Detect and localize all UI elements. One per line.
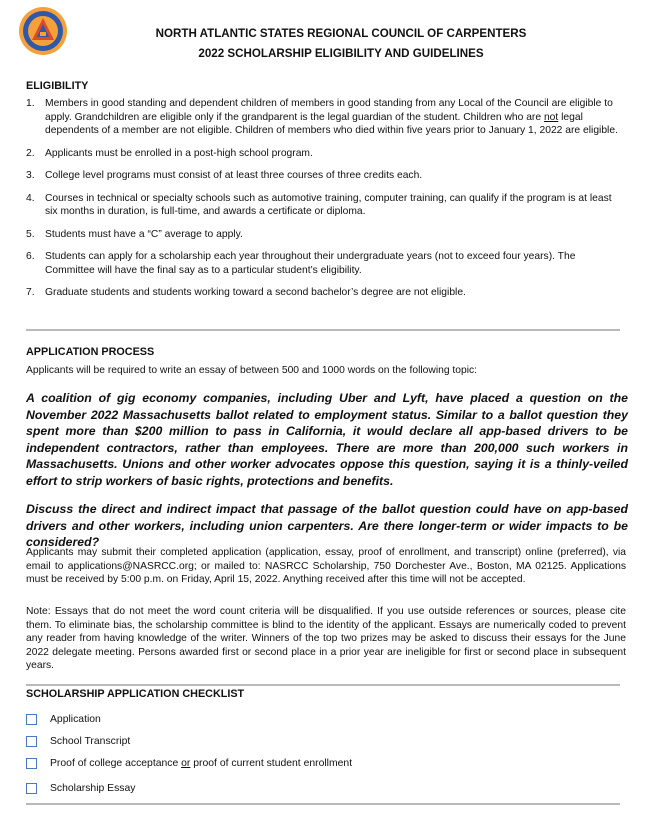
checkbox[interactable] — [26, 783, 37, 794]
checklist-item[interactable] — [26, 783, 135, 794]
application-intro: Applicants will be required to write an essay of between 500 and 1000 words on the following topic: — [26, 365, 478, 376]
checkbox[interactable] — [26, 758, 37, 769]
item-text: Graduate students and students working toward a second bachelor’s degree are not eligible. — [45, 287, 466, 298]
section-divider — [26, 329, 620, 331]
underlined-word: not — [543, 111, 559, 123]
note-paragraph: Note: Essays that do not meet the word count criteria will be disqualified. If you use outside references or sources, please cite them. To eliminate bias, the scholarship committee is blind to the identity of the applicant. Essays are numerically coded to prevent any reader from having knowledge of the writer. Winners of the top two prizes may be asked to discuss their essays for the June 2022 delegate meeting. Persons awarded first or second place in a prior year are ineligible for first or second place in subsequent years. — [26, 606, 626, 671]
checklist-label: Scholarship Essay — [50, 783, 136, 794]
list-item — [26, 97, 626, 138]
item-text: Students must have a “C” average to apply. — [45, 228, 243, 240]
item-number: 2. — [26, 147, 35, 159]
item-text: Students can apply for a scholarship each year throughout their undergraduate years (not to exceed four years). The Committee will have the final say as to a particular student’s eligibility. — [45, 251, 576, 276]
item-number: 5. — [26, 228, 35, 240]
eligibility-heading: ELIGIBILITY — [26, 80, 89, 92]
item-number: 7. — [26, 287, 35, 298]
application-heading: APPLICATION PROCESS — [26, 346, 155, 358]
checklist-label-part: proof of current student enrollment — [190, 758, 353, 769]
list-item — [26, 192, 626, 219]
checklist-label: School Transcript — [50, 736, 131, 747]
submission-instructions: Applicants may submit their completed application (application, essay, proof of enrollment, and transcript) online (preferred), via email to applications@NASRCC.org; or mailed to: NASRCC Scholarship, 750 Dorchester Ave., Boston, MA 02125. Applications must be received by 5:00 p.m. on Friday, April 15, 2022. Anything received after this time will not be accepted. — [26, 547, 626, 585]
checklist-item[interactable] — [26, 758, 352, 769]
header-title: NORTH ATLANTIC STATES REGIONAL COUNCIL OF CARPENTERS — [155, 27, 527, 40]
checklist-item[interactable] — [26, 736, 130, 747]
checklist-label: Application — [50, 714, 101, 725]
item-number: 1. — [26, 98, 35, 109]
section-divider — [26, 684, 620, 686]
item-text — [45, 97, 626, 138]
checklist-label — [50, 758, 352, 769]
item-text: Applicants must be enrolled in a post-high school program. — [45, 147, 313, 159]
item-text: College level programs must consist of at least three courses of three credits each. — [45, 170, 423, 181]
list-item — [26, 250, 626, 277]
checklist-label-part: Proof of college acceptance — [50, 758, 182, 769]
item-number: 3. — [26, 170, 35, 181]
item-number: 4. — [26, 192, 35, 204]
checkbox[interactable] — [26, 736, 37, 747]
item-text-part: Members in good standing and dependent children of members in good standing from any Local of the Council are eligible to apply. Grandchildren are eligible only if the grandparent is the legal guardian of the student. Children who are — [45, 98, 613, 123]
item-text-part: legal dependents of a member are not eligible. Children of members who died within five years prior to January 1, 2022 are eligible. — [45, 111, 618, 136]
checklist-item[interactable] — [26, 714, 101, 725]
checklist-heading: SCHOLARSHIP APPLICATION CHECKLIST — [26, 688, 245, 700]
header-subtitle: 2022 SCHOLARSHIP ELIGIBILITY AND GUIDELINES — [198, 47, 484, 60]
essay-question: Discuss the direct and indirect impact that passage of the ballot question could have on app-based drivers and other workers, including union carpenters. Are there longer-term or wider impacts to be considered? — [26, 502, 628, 549]
document-header — [0, 24, 652, 64]
checkbox[interactable] — [26, 714, 37, 725]
essay-topic: A coalition of gig economy companies, including Uber and Lyft, have placed a question on the November 2022 Massachusetts ballot related to employment status. Similar to a ballot question they spent more than $200 million to pass in California, it would declare all app-based drivers to be independent contractors, rather than employees. There are more than 200,000 such workers in Massachusetts. Unions and other worker advocates oppose this question, saying it is a thinly-veiled effort to strip workers of basic rights, protections and benefits. — [26, 391, 628, 488]
underlined-word: or — [181, 758, 191, 769]
item-text: Courses in technical or specialty schools such as automotive training, computer training, can qualify if the program is at least six months in duration, is full-time, and awards a certificate or diploma. — [45, 192, 612, 217]
list-item — [26, 228, 626, 242]
section-divider — [26, 803, 620, 805]
eligibility-list — [26, 97, 626, 309]
list-item — [26, 147, 626, 161]
list-item — [26, 286, 626, 300]
list-item — [26, 169, 626, 183]
item-number: 6. — [26, 251, 35, 262]
